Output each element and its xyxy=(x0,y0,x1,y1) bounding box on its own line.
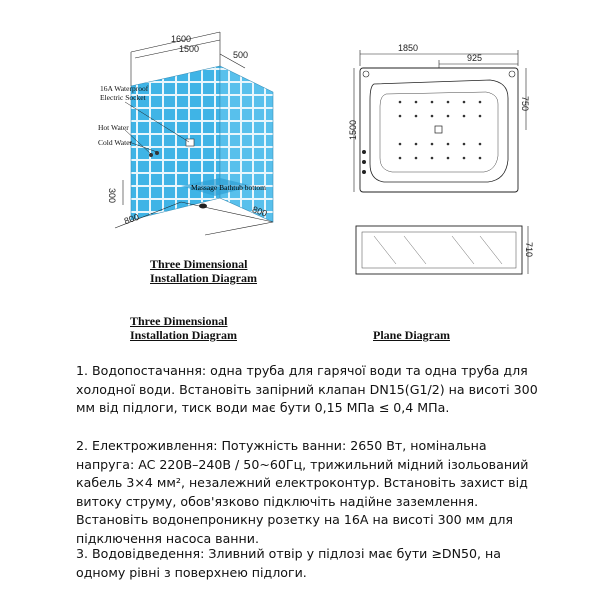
bathtub-bottom-label: Massage Bathtub bottom xyxy=(191,183,266,192)
hot-water-label: Hot Water xyxy=(98,123,129,132)
three-dimensional-installation-diagram xyxy=(85,30,290,240)
caption-3d-repeat-line2: Installation Diagram xyxy=(130,328,238,342)
instruction-water-supply: 1. Водопостачання: одна труба для гарячої води та одна труба для холодної води. Встановіть запірний клапан DN15(G1/2) на висоті 300 мм від підлоги, тиск води має бути 0,15 МПа ≤ 0,4 МПа. xyxy=(76,363,538,416)
svg-text:800: 800 xyxy=(122,211,141,227)
caption-3d-repeat-line1: Three Dimensional xyxy=(130,314,228,328)
tub-side-elevation xyxy=(356,226,522,274)
svg-text:800: 800 xyxy=(250,204,269,219)
floor-drain xyxy=(199,204,207,209)
instruction-drainage: 3. Водовідведення: Зливний отвір у підлозі має бути ≥DN50, на одному рівні з поверхнею підлоги. xyxy=(76,546,501,580)
instruction-power-supply: 2. Електроживлення: Потужність ванни: 2650 Вт, номінальна напруга: AC 220В–240В / 50~60Гц, трижильний мідний ізольований кабель 3×4 мм², незалежний електроконтур. Встановіть захист від витоку струму, обов'язково підключіть надійне заземлення. Встановіть водонепроникну розетку на 16А на висоті 300 мм для підключення насоса ванни. xyxy=(76,438,529,546)
socket-label: 16A Waterproof Electric Socket xyxy=(100,84,149,102)
cold-water-label: Cold Water xyxy=(98,138,133,147)
svg-text:750: 750 xyxy=(520,96,530,112)
tub-drain xyxy=(435,126,442,133)
svg-text:1500: 1500 xyxy=(348,119,358,140)
svg-text:1600: 1600 xyxy=(171,34,192,44)
side-wall-tiles xyxy=(220,66,273,222)
electric-socket xyxy=(186,139,194,146)
svg-text:300: 300 xyxy=(107,188,117,204)
svg-text:1500: 1500 xyxy=(179,44,200,54)
plane-diagram xyxy=(340,40,540,290)
svg-text:500: 500 xyxy=(233,50,249,60)
svg-text:1850: 1850 xyxy=(398,43,419,53)
hot-water-tap xyxy=(149,153,153,157)
svg-text:925: 925 xyxy=(467,53,483,63)
caption-3d-line1: Three Dimensional xyxy=(150,257,248,271)
caption-plane-diagram: Plane Diagram xyxy=(373,328,450,342)
svg-text:710: 710 xyxy=(524,242,534,258)
caption-3d-line2: Installation Diagram xyxy=(150,271,258,285)
